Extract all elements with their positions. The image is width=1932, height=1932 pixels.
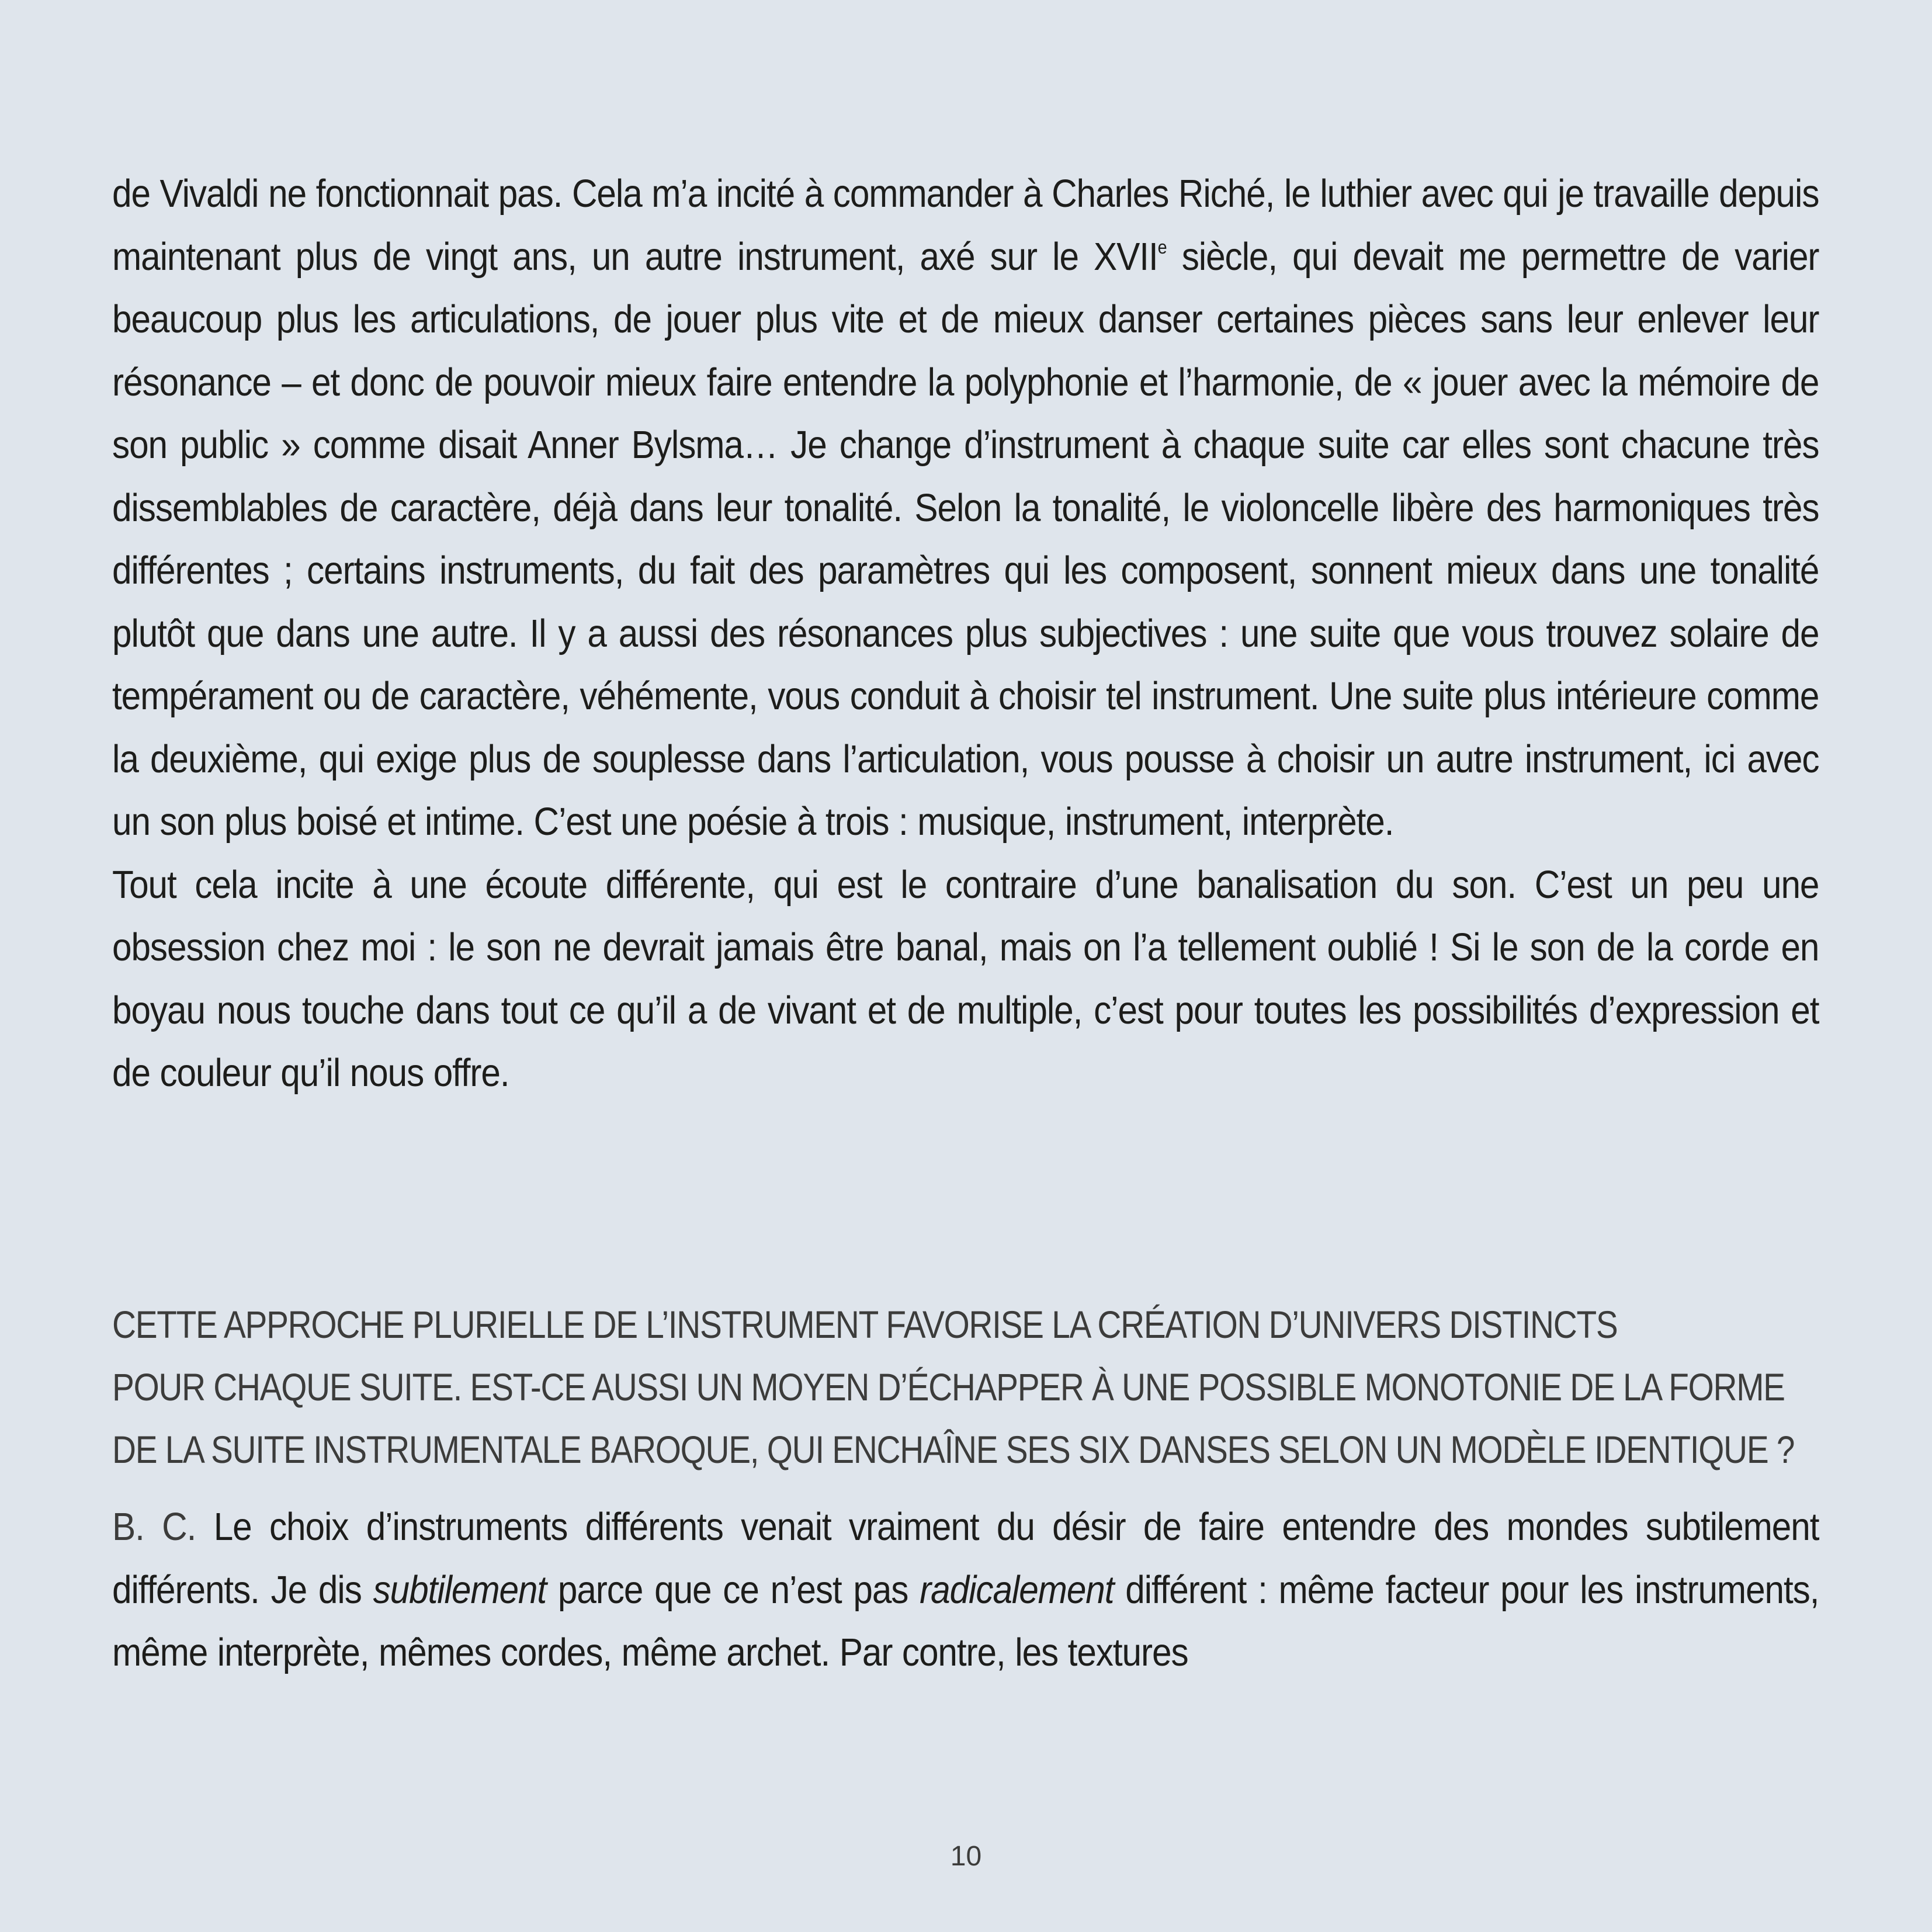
paragraph-listening: Tout cela incite à une écoute différente, qui est le contraire d’une banalisation du son. C’est un peu une obsession chez moi : le son ne devrait jamais être banal, mais on l’a tellement oublié ! Si le son de la corde en boyau nous touche dans tout ce qu’il a de vivant et de multiple, c’est pour toutes les possibilités d’expression et de couleur qu’il nous offre. [112,862,1819,1095]
superscript: e [1157,236,1167,258]
answer-text: différent : même facteur pour les instruments, même interprète, mêmes cordes, même archet. Par contre, les textures [112,1567,1819,1674]
page-number: 10 [950,1841,982,1872]
interview-question [112,1293,1819,1481]
speaker-initials: B. C. [112,1505,196,1549]
question-line: CETTE APPROCHE PLURIELLE DE L’INSTRUMENT FAVORISE LA CRÉATION D’UNIVERS DISTINCTS [112,1303,1618,1346]
emphasis-text: subtilement [373,1567,547,1612]
answer-paragraph [112,1496,1819,1684]
answer-text: Le choix d’instruments différents venait vraiment du désir de faire entendre des mondes subtilement différents. Je dis [112,1505,1819,1612]
question-line: POUR CHAQUE SUITE. EST-CE AUSSI UN MOYEN D’ÉCHAPPER À UNE POSSIBLE MONOTONIE DE LA FORME [112,1365,1785,1409]
body-text-column [112,162,1819,1105]
emphasis-text: radicalement [920,1567,1114,1612]
paragraph-instrument-choice [112,162,1819,854]
paragraph-text: siècle, qui devait me permettre de varier beaucoup plus les articulations, de jouer plus vite et de mieux danser certaines pièces sans leur enlever leur résonance – et donc de pouvoir mieux faire entendre la polyphonie et l’harmonie, de « jouer avec la mémoire de son public » comme disait Anner Bylsma… Je change d’instrument à chaque suite car elles sont chacune très dissemblables de caractère, déjà dans leur tonalité. Selon la tonalité, le violoncelle libère des harmoniques très différentes ; certains instruments, du fait des paramètres qui les composent, sonnent mieux dans une tonalité plutôt que dans une autre. Il y a aussi des résonances plus subjectives : une suite que vous trouvez solaire de tempérament ou de caractère, véhémente, vous conduit à choisir tel instrument. Une suite plus intérieure comme la deuxième, qui exige plus de souplesse dans l’articulation, vous pousse à choisir un autre instrument, ici avec un son plus boisé et intime. C’est une poésie à trois : musique, instrument, interprète. [112,234,1819,844]
paragraph-text: de Vivaldi ne fonctionnait pas. Cela m’a incité à commander à Charles Riché, le luthier avec qui je travaille depuis maintenant plus de vingt ans, un autre instrument, axé sur le XVII [112,172,1819,279]
interview-answer [112,1496,1819,1684]
answer-text: parce que ce n’est pas [546,1567,920,1612]
question-line: DE LA SUITE INSTRUMENTALE BAROQUE, QUI ENCHAÎNE SES SIX DANSES SELON UN MODÈLE IDENTIQUE ? [112,1428,1795,1471]
